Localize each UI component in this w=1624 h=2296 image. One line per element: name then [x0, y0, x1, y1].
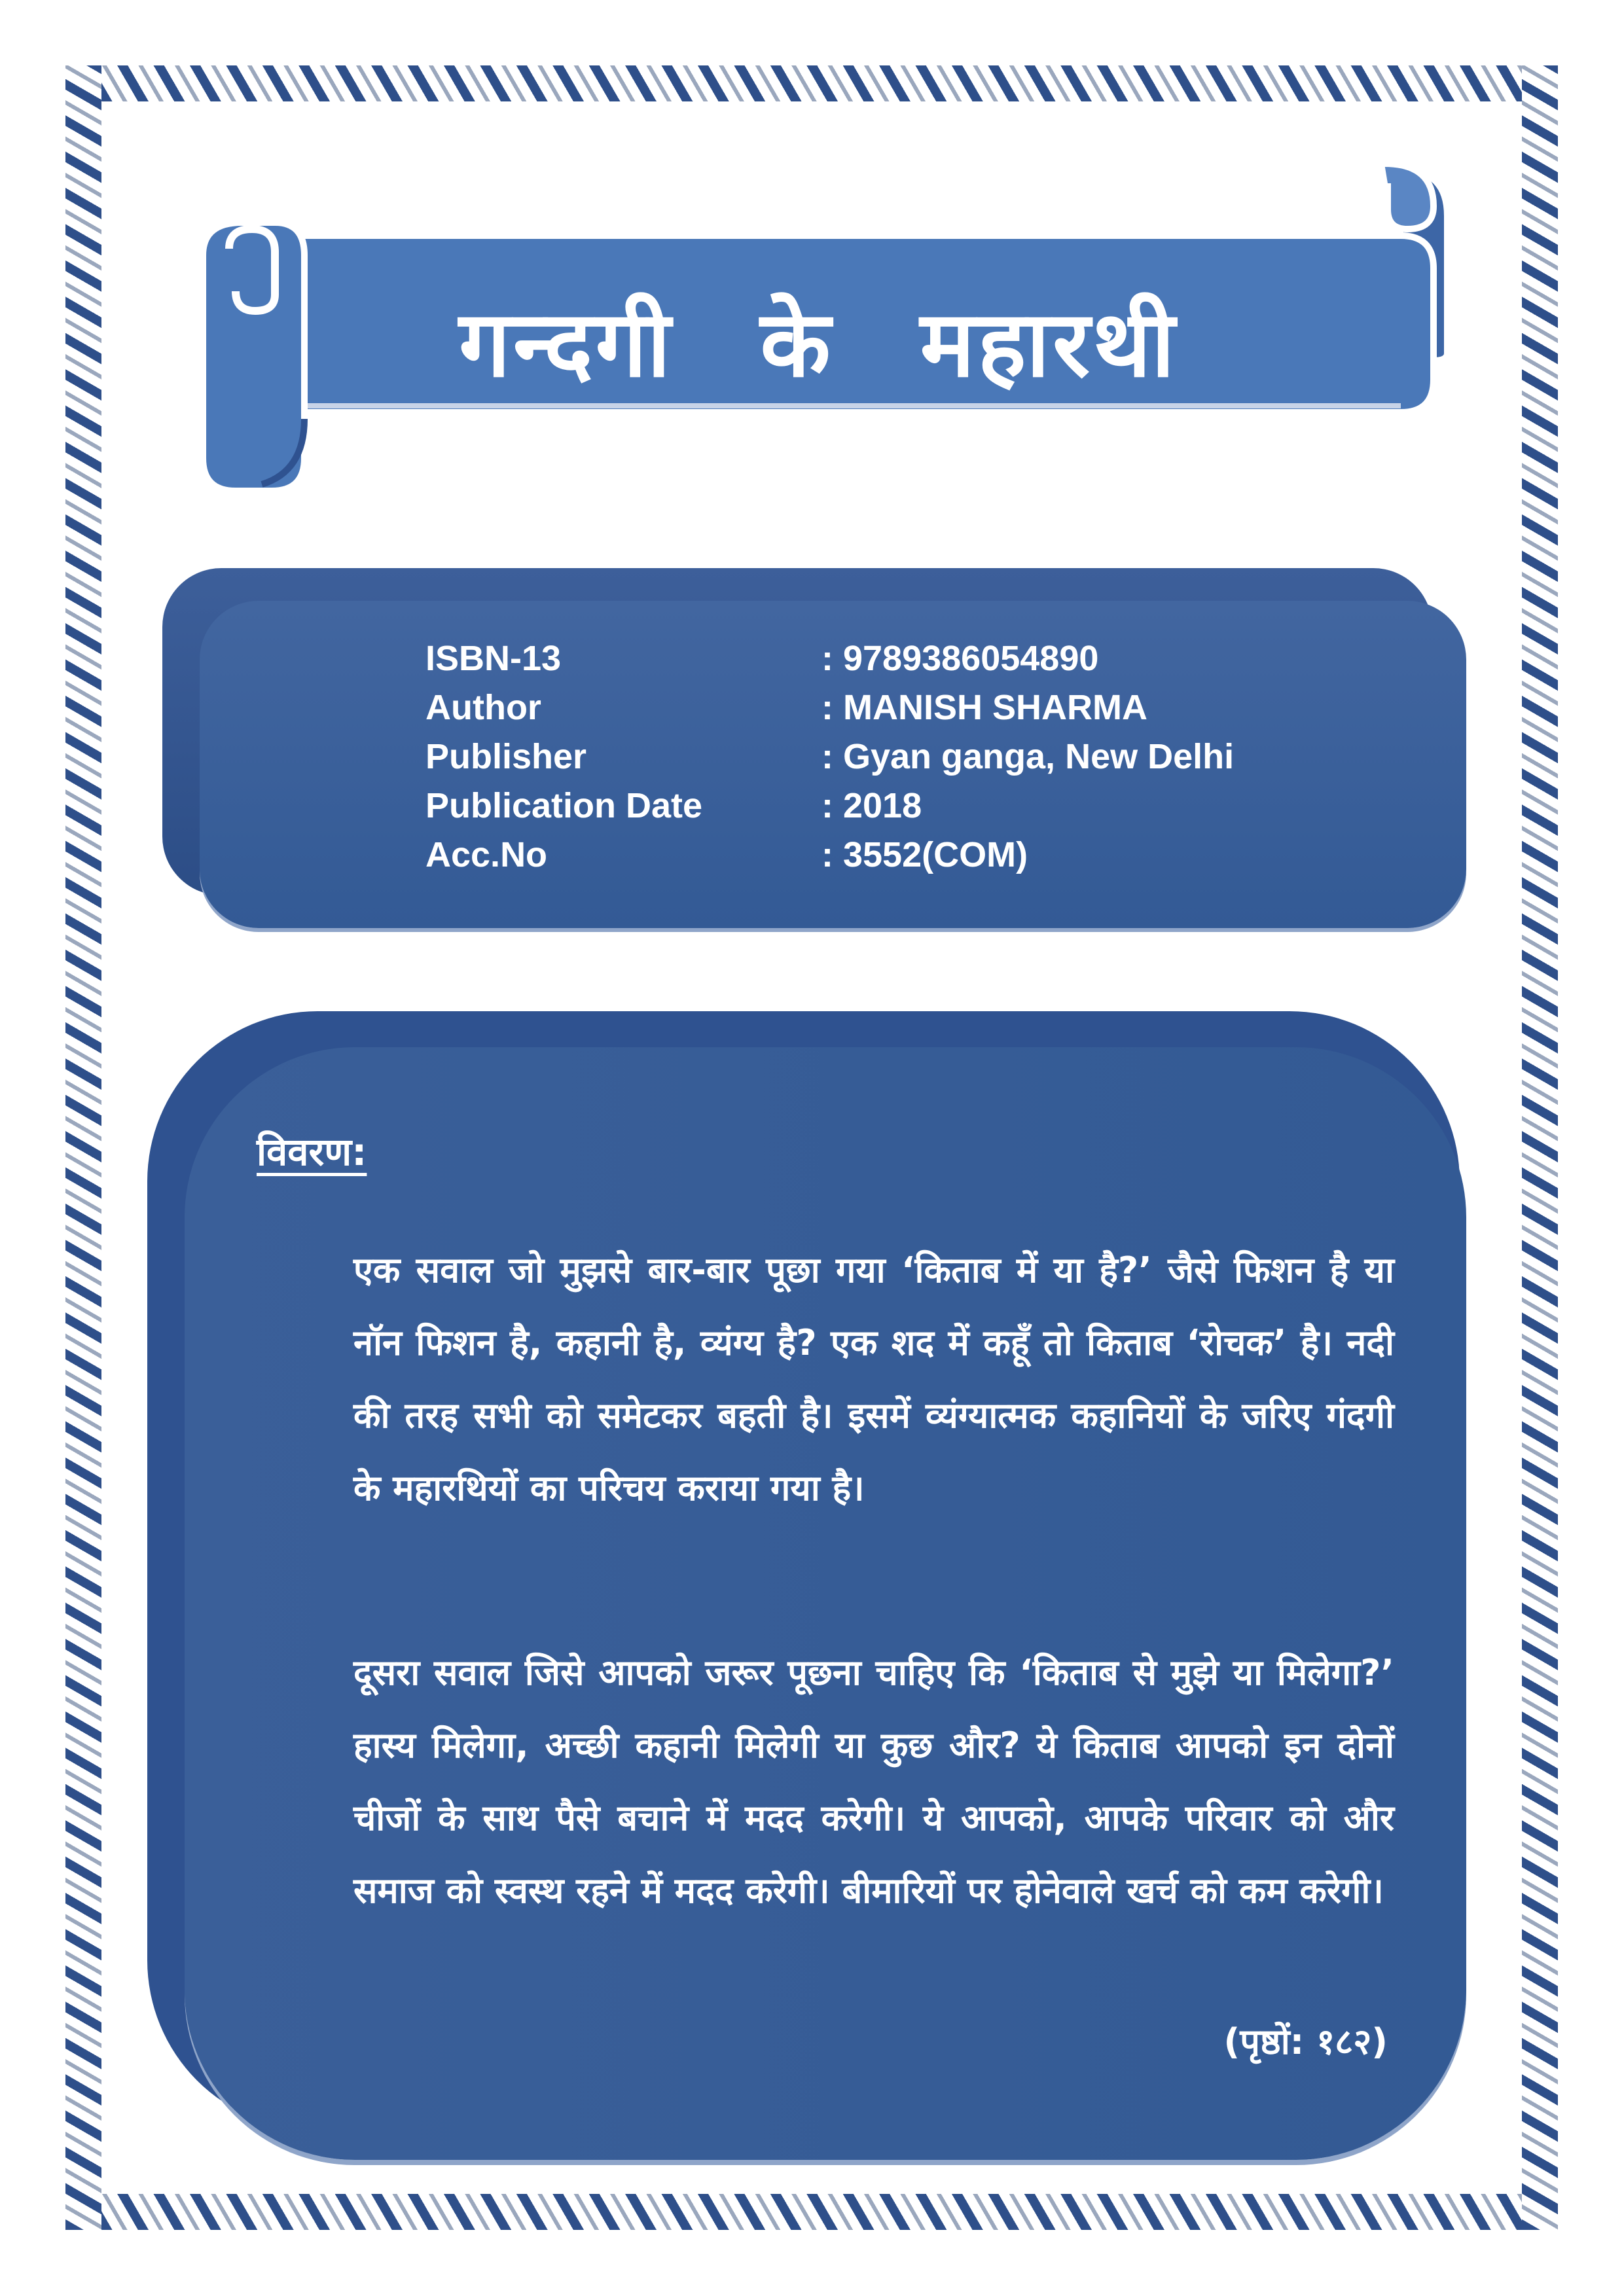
info-value: : Gyan ganga, New Delhi [821, 737, 1235, 776]
description-box [185, 1047, 1466, 2160]
info-label: Publication Date [425, 786, 703, 825]
description-paragraph-1: एक सवाल जो मुझसे बार-बार पूछा गया ‘किताब में या है?’ जैसे फिशन है या नॉन फिशन है, कहानी है, व्यंग्य है? एक शद में कहूँ तो किताब ‘रोचक’ है। नदी की तरह सभी को समेटकर बहती है। इसमें व्यंग्यात्मक कहानियों के जरिए गंदगी के महारथियों का परिचय कराया गया है। [353, 1249, 1394, 1509]
info-value: : 3552(COM) [821, 835, 1028, 874]
border-left [65, 65, 101, 2230]
info-label: Acc.No [425, 835, 548, 874]
info-row-author [425, 687, 1147, 734]
info-value: : 9789386054890 [821, 639, 1099, 678]
border-right [1522, 65, 1558, 2230]
info-row-publisher [425, 736, 1234, 783]
info-row-publication-date [425, 785, 922, 833]
info-label: Publisher [425, 737, 587, 776]
description-paragraph-2: दूसरा सवाल जिसे आपको जरूर पूछना चाहिए कि ‘किताब से मुझे या मिलेगा?’ हास्य मिलेगा, अच्छी कहानी मिलेगी या कुछ और? ये किताब आपको इन दोनों चीजों के साथ पैसे बचाने में मदद करेगी। ये आपको, आपके परिवार को और समाज को स्वस्थ रहने में मदद करेगी। बीमारियों पर होनेवाले खर्च को कम करेगी। [353, 1652, 1394, 1911]
info-label: Author [425, 688, 541, 727]
info-row-acc-no [425, 834, 1028, 882]
info-label: ISBN-13 [425, 639, 562, 678]
info-value: : MANISH SHARMA [821, 688, 1147, 727]
info-value: : 2018 [821, 786, 922, 825]
info-row-isbn [425, 638, 1098, 685]
description-heading: विवरण: [257, 1130, 367, 1174]
border-bottom [65, 2194, 1558, 2230]
border-top [65, 65, 1558, 101]
page-count: (पृष्ठों: १८२) [1223, 2021, 1388, 2062]
book-title: गन्दगी के महारथी [459, 291, 1178, 398]
